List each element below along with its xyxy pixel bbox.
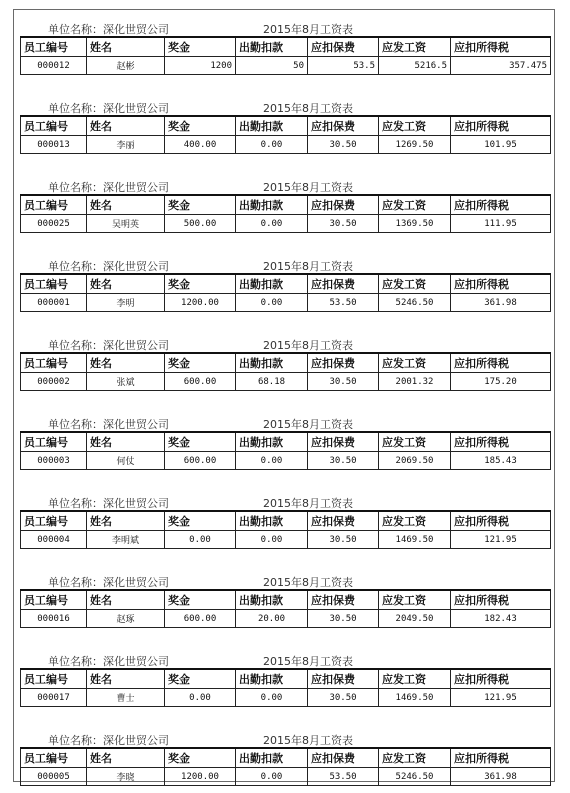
header-employee-id: 员工编号	[21, 669, 87, 689]
header-name: 姓名	[87, 748, 165, 768]
header-income-tax: 应扣所得税	[451, 590, 551, 610]
payslip-table	[20, 431, 551, 470]
data-row	[21, 768, 551, 786]
header-gross-pay: 应发工资	[379, 116, 451, 136]
gross-pay-cell: 2069.50	[379, 452, 451, 470]
deduction-cell: 20.00	[236, 610, 308, 628]
payslip-title	[20, 413, 550, 431]
header-name: 姓名	[87, 37, 165, 57]
payslip-title	[20, 492, 550, 510]
deduction-cell: 0.00	[236, 768, 308, 786]
company-name: 单位名称：深化世贸公司	[48, 418, 169, 431]
header-bonus: 奖金	[165, 432, 236, 452]
header-employee-id: 员工编号	[21, 353, 87, 373]
data-row	[21, 57, 551, 75]
insurance-cell: 53.50	[308, 294, 379, 312]
payslip-table	[20, 194, 551, 233]
header-gross-pay: 应发工资	[379, 432, 451, 452]
header-insurance-deduction: 应扣保费	[308, 37, 379, 57]
header-name: 姓名	[87, 195, 165, 215]
bonus-cell: 600.00	[165, 610, 236, 628]
gross-pay-cell: 1469.50	[379, 531, 451, 549]
income-tax-cell: 121.95	[451, 531, 551, 549]
payslip	[20, 729, 550, 786]
payslip	[20, 255, 550, 312]
company-name: 单位名称：深化世贸公司	[48, 260, 169, 273]
payslip-table	[20, 589, 551, 628]
income-tax-cell: 361.98	[451, 768, 551, 786]
data-row	[21, 531, 551, 549]
header-employee-id: 员工编号	[21, 274, 87, 294]
gross-pay-cell: 5246.50	[379, 768, 451, 786]
insurance-cell: 30.50	[308, 610, 379, 628]
income-tax-cell: 357.475	[451, 57, 551, 75]
header-attendance-deduction: 出勤扣款	[236, 590, 308, 610]
payroll-period: 2015年8月工资表	[263, 497, 353, 510]
deduction-cell: 50	[236, 57, 308, 75]
header-income-tax: 应扣所得税	[451, 195, 551, 215]
header-row	[21, 590, 551, 610]
payslip-title	[20, 18, 550, 36]
header-name: 姓名	[87, 590, 165, 610]
deduction-cell: 68.18	[236, 373, 308, 391]
header-row	[21, 748, 551, 768]
header-attendance-deduction: 出勤扣款	[236, 353, 308, 373]
name-cell: 李明斌	[87, 531, 165, 549]
header-employee-id: 员工编号	[21, 511, 87, 531]
header-name: 姓名	[87, 669, 165, 689]
employee-id-cell: 000001	[21, 294, 87, 312]
company-name: 单位名称：深化世贸公司	[48, 497, 169, 510]
payslip-table	[20, 510, 551, 549]
name-cell: 李丽	[87, 136, 165, 154]
income-tax-cell: 101.95	[451, 136, 551, 154]
header-gross-pay: 应发工资	[379, 669, 451, 689]
header-insurance-deduction: 应扣保费	[308, 432, 379, 452]
company-name: 单位名称：深化世贸公司	[48, 181, 169, 194]
employee-id-cell: 000004	[21, 531, 87, 549]
name-cell: 李晓	[87, 768, 165, 786]
name-cell: 曹士	[87, 689, 165, 707]
insurance-cell: 30.50	[308, 689, 379, 707]
header-attendance-deduction: 出勤扣款	[236, 195, 308, 215]
payroll-period: 2015年8月工资表	[263, 576, 353, 589]
data-row	[21, 452, 551, 470]
header-bonus: 奖金	[165, 511, 236, 531]
header-income-tax: 应扣所得税	[451, 116, 551, 136]
header-bonus: 奖金	[165, 748, 236, 768]
header-row	[21, 432, 551, 452]
income-tax-cell: 185.43	[451, 452, 551, 470]
bonus-cell: 500.00	[165, 215, 236, 233]
bonus-cell: 400.00	[165, 136, 236, 154]
header-gross-pay: 应发工资	[379, 274, 451, 294]
employee-id-cell: 000025	[21, 215, 87, 233]
header-attendance-deduction: 出勤扣款	[236, 748, 308, 768]
payslip-title	[20, 571, 550, 589]
employee-id-cell: 000012	[21, 57, 87, 75]
name-cell: 吴明英	[87, 215, 165, 233]
header-row	[21, 195, 551, 215]
header-insurance-deduction: 应扣保费	[308, 195, 379, 215]
bonus-cell: 0.00	[165, 689, 236, 707]
company-name: 单位名称：深化世贸公司	[48, 23, 169, 36]
payslip	[20, 413, 550, 470]
payslip	[20, 176, 550, 233]
header-row	[21, 37, 551, 57]
header-income-tax: 应扣所得税	[451, 37, 551, 57]
header-attendance-deduction: 出勤扣款	[236, 116, 308, 136]
header-bonus: 奖金	[165, 353, 236, 373]
header-employee-id: 员工编号	[21, 748, 87, 768]
payslip	[20, 650, 550, 707]
header-attendance-deduction: 出勤扣款	[236, 274, 308, 294]
header-gross-pay: 应发工资	[379, 37, 451, 57]
payslip-page	[13, 9, 555, 782]
payroll-period: 2015年8月工资表	[263, 339, 353, 352]
data-row	[21, 689, 551, 707]
income-tax-cell: 175.20	[451, 373, 551, 391]
employee-id-cell: 000017	[21, 689, 87, 707]
income-tax-cell: 111.95	[451, 215, 551, 233]
payslip-title	[20, 334, 550, 352]
insurance-cell: 30.50	[308, 136, 379, 154]
header-row	[21, 274, 551, 294]
deduction-cell: 0.00	[236, 215, 308, 233]
header-attendance-deduction: 出勤扣款	[236, 511, 308, 531]
header-gross-pay: 应发工资	[379, 195, 451, 215]
company-name: 单位名称：深化世贸公司	[48, 734, 169, 747]
payroll-period: 2015年8月工资表	[263, 418, 353, 431]
payroll-period: 2015年8月工资表	[263, 260, 353, 273]
data-row	[21, 610, 551, 628]
header-insurance-deduction: 应扣保费	[308, 274, 379, 294]
deduction-cell: 0.00	[236, 136, 308, 154]
payslip	[20, 334, 550, 391]
header-gross-pay: 应发工资	[379, 511, 451, 531]
header-bonus: 奖金	[165, 669, 236, 689]
header-bonus: 奖金	[165, 195, 236, 215]
data-row	[21, 373, 551, 391]
header-insurance-deduction: 应扣保费	[308, 748, 379, 768]
name-cell: 李明	[87, 294, 165, 312]
header-bonus: 奖金	[165, 274, 236, 294]
data-row	[21, 136, 551, 154]
header-name: 姓名	[87, 432, 165, 452]
payroll-period: 2015年8月工资表	[263, 734, 353, 747]
header-row	[21, 511, 551, 531]
insurance-cell: 30.50	[308, 215, 379, 233]
header-employee-id: 员工编号	[21, 116, 87, 136]
name-cell: 赵琢	[87, 610, 165, 628]
employee-id-cell: 000002	[21, 373, 87, 391]
insurance-cell: 30.50	[308, 531, 379, 549]
payslip	[20, 571, 550, 628]
header-employee-id: 员工编号	[21, 195, 87, 215]
income-tax-cell: 121.95	[451, 689, 551, 707]
payroll-period: 2015年8月工资表	[263, 102, 353, 115]
income-tax-cell: 182.43	[451, 610, 551, 628]
header-income-tax: 应扣所得税	[451, 432, 551, 452]
header-attendance-deduction: 出勤扣款	[236, 432, 308, 452]
payslip-table	[20, 668, 551, 707]
header-row	[21, 116, 551, 136]
header-insurance-deduction: 应扣保费	[308, 353, 379, 373]
deduction-cell: 0.00	[236, 452, 308, 470]
payslip	[20, 492, 550, 549]
insurance-cell: 53.50	[308, 768, 379, 786]
company-name: 单位名称：深化世贸公司	[48, 339, 169, 352]
header-insurance-deduction: 应扣保费	[308, 669, 379, 689]
payslip	[20, 18, 550, 75]
employee-id-cell: 000003	[21, 452, 87, 470]
bonus-cell: 600.00	[165, 373, 236, 391]
header-gross-pay: 应发工资	[379, 748, 451, 768]
header-employee-id: 员工编号	[21, 37, 87, 57]
header-attendance-deduction: 出勤扣款	[236, 37, 308, 57]
payroll-period: 2015年8月工资表	[263, 181, 353, 194]
header-income-tax: 应扣所得税	[451, 274, 551, 294]
payslip-table	[20, 273, 551, 312]
company-name: 单位名称：深化世贸公司	[48, 655, 169, 668]
payroll-period: 2015年8月工资表	[263, 23, 353, 36]
header-employee-id: 员工编号	[21, 590, 87, 610]
company-name: 单位名称：深化世贸公司	[48, 102, 169, 115]
payslip-table	[20, 115, 551, 154]
header-income-tax: 应扣所得税	[451, 353, 551, 373]
header-name: 姓名	[87, 511, 165, 531]
employee-id-cell: 000016	[21, 610, 87, 628]
header-income-tax: 应扣所得税	[451, 511, 551, 531]
header-gross-pay: 应发工资	[379, 353, 451, 373]
name-cell: 张斌	[87, 373, 165, 391]
payslip-table	[20, 352, 551, 391]
deduction-cell: 0.00	[236, 689, 308, 707]
bonus-cell: 0.00	[165, 531, 236, 549]
name-cell: 何仗	[87, 452, 165, 470]
gross-pay-cell: 5216.5	[379, 57, 451, 75]
header-name: 姓名	[87, 116, 165, 136]
deduction-cell: 0.00	[236, 294, 308, 312]
payslip	[20, 97, 550, 154]
header-bonus: 奖金	[165, 37, 236, 57]
gross-pay-cell: 1469.50	[379, 689, 451, 707]
header-bonus: 奖金	[165, 116, 236, 136]
employee-id-cell: 000013	[21, 136, 87, 154]
bonus-cell: 1200.00	[165, 768, 236, 786]
payroll-period: 2015年8月工资表	[263, 655, 353, 668]
gross-pay-cell: 5246.50	[379, 294, 451, 312]
deduction-cell: 0.00	[236, 531, 308, 549]
company-name: 单位名称：深化世贸公司	[48, 576, 169, 589]
header-name: 姓名	[87, 274, 165, 294]
header-row	[21, 669, 551, 689]
bonus-cell: 600.00	[165, 452, 236, 470]
data-row	[21, 215, 551, 233]
payslip-title	[20, 255, 550, 273]
header-row	[21, 353, 551, 373]
bonus-cell: 1200.00	[165, 294, 236, 312]
data-row	[21, 294, 551, 312]
header-bonus: 奖金	[165, 590, 236, 610]
payslip-table	[20, 36, 551, 75]
payslip-table	[20, 747, 551, 786]
insurance-cell: 30.50	[308, 373, 379, 391]
gross-pay-cell: 2049.50	[379, 610, 451, 628]
name-cell: 赵彬	[87, 57, 165, 75]
bonus-cell: 1200	[165, 57, 236, 75]
gross-pay-cell: 2001.32	[379, 373, 451, 391]
header-insurance-deduction: 应扣保费	[308, 511, 379, 531]
gross-pay-cell: 1369.50	[379, 215, 451, 233]
header-income-tax: 应扣所得税	[451, 669, 551, 689]
header-income-tax: 应扣所得税	[451, 748, 551, 768]
insurance-cell: 53.5	[308, 57, 379, 75]
payslip-title	[20, 650, 550, 668]
insurance-cell: 30.50	[308, 452, 379, 470]
header-gross-pay: 应发工资	[379, 590, 451, 610]
header-name: 姓名	[87, 353, 165, 373]
header-attendance-deduction: 出勤扣款	[236, 669, 308, 689]
payslip-title	[20, 176, 550, 194]
header-insurance-deduction: 应扣保费	[308, 116, 379, 136]
payslip-title	[20, 97, 550, 115]
income-tax-cell: 361.98	[451, 294, 551, 312]
header-insurance-deduction: 应扣保费	[308, 590, 379, 610]
employee-id-cell: 000005	[21, 768, 87, 786]
gross-pay-cell: 1269.50	[379, 136, 451, 154]
header-employee-id: 员工编号	[21, 432, 87, 452]
payslip-title	[20, 729, 550, 747]
